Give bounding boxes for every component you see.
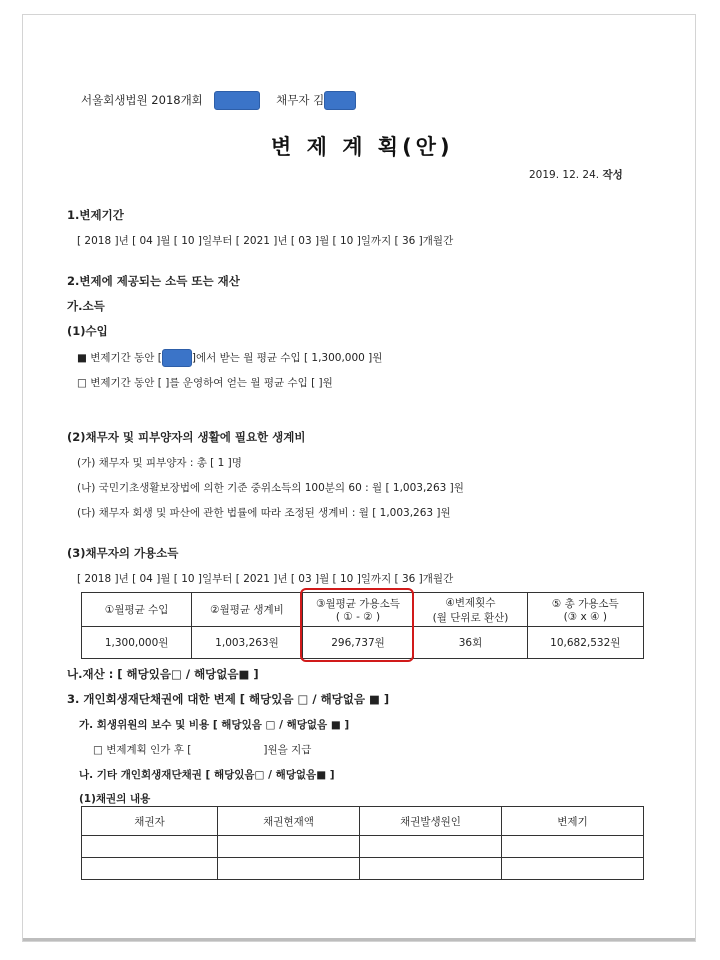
section2-heading: 2.변제에 제공되는 소득 또는 재산 bbox=[67, 274, 240, 288]
value-total-available: 10,682,532원 bbox=[527, 627, 643, 659]
date-line bbox=[529, 167, 623, 182]
redaction-debtor bbox=[324, 91, 356, 110]
living-cost-c: (다) 채무자 회생 및 파산에 관한 법률에 따라 조정된 생계비 : 월 [ 1,003,263 ]원 bbox=[77, 507, 451, 519]
income-line-2: □ 변제기간 동안 [ ]를 운영하여 얻는 월 평균 수입 [ ]원 bbox=[77, 377, 333, 389]
claims-cell bbox=[218, 858, 360, 880]
claims-cell bbox=[360, 836, 502, 858]
header-monthly-living-cost: ②월평균 생계비 bbox=[192, 593, 302, 627]
claims-cell bbox=[502, 836, 644, 858]
fee-detail-post: ]원을 지급 bbox=[263, 744, 312, 756]
claims-header-cause: 채권발생원인 bbox=[360, 807, 502, 836]
date-suffix: 작성 bbox=[602, 169, 623, 181]
claims-header-creditor: 채권자 bbox=[82, 807, 218, 836]
claims-cell bbox=[360, 858, 502, 880]
income-subheading: 가.소득 bbox=[67, 299, 105, 313]
value-monthly-income: 1,300,000원 bbox=[82, 627, 192, 659]
document-title: 변 제 계 획(안) bbox=[271, 135, 454, 159]
value-monthly-available: 296,737원 bbox=[302, 627, 414, 659]
section1-period: [ 2018 ]년 [ 04 ]월 [ 10 ]일부터 [ 2021 ]년 [ 03 ]월 [ 10 ]일까지 [ 36 ]개월간 bbox=[77, 235, 454, 247]
income-line-1-post: ]에서 받는 월 평균 수입 [ 1,300,000 ]원 bbox=[191, 352, 383, 364]
header-total-available: ⑤ 총 가용소득 (③ x ④ ) bbox=[527, 593, 643, 627]
debtor-label: 채무자 김 bbox=[276, 93, 325, 107]
claims-cell bbox=[82, 858, 218, 880]
claims-cell bbox=[218, 836, 360, 858]
value-monthly-living-cost: 1,003,263원 bbox=[192, 627, 302, 659]
claims-header-amount: 채권현재액 bbox=[218, 807, 360, 836]
claims-table bbox=[81, 806, 644, 880]
living-cost-b: (나) 국민기초생활보장법에 의한 기준 중위소득의 100분의 60 : 월 [ 1,003,263 ]원 bbox=[77, 482, 464, 494]
section1-heading: 1.변제기간 bbox=[67, 208, 124, 222]
case-line bbox=[81, 91, 356, 110]
revenue-subheading: (1)수입 bbox=[67, 324, 108, 338]
living-cost-a: (가) 채무자 및 피부양자 : 총 [ 1 ]명 bbox=[77, 457, 242, 469]
value-payment-count: 36회 bbox=[414, 627, 527, 659]
header-payment-count: ④변제횟수 (월 단위로 환산) bbox=[414, 593, 527, 627]
header-monthly-income: ①월평균 수입 bbox=[82, 593, 192, 627]
court-case-number: 서울회생법원 2018개회 bbox=[81, 93, 203, 107]
page-bottom-border bbox=[23, 938, 695, 941]
available-income-subheading: (3)채무자의 가용소득 bbox=[67, 546, 179, 560]
document-date: 2019. 12. 24. bbox=[529, 169, 600, 181]
claims-header-due: 변제기 bbox=[502, 807, 644, 836]
highlight-box bbox=[300, 588, 414, 662]
living-cost-subheading: (2)채무자 및 피부양자의 생활에 필요한 생계비 bbox=[67, 430, 306, 444]
income-line-1-pre: ■ 변제기간 동안 [ bbox=[77, 352, 162, 364]
section3-heading: 3. 개인회생재단채권에 대한 변제 [ 해당있음 □ / 해당없음 ■ ] bbox=[67, 692, 390, 706]
claims-cell bbox=[82, 836, 218, 858]
commissioner-fee-detail bbox=[93, 742, 311, 757]
header-monthly-available: ③월평균 가용소득 ( ① - ② ) bbox=[302, 593, 414, 627]
property-line: 나.재산 : [ 해당있음□ / 해당없음■ ] bbox=[67, 667, 259, 681]
commissioner-fee-line: 가. 회생위원의 보수 및 비용 [ 해당있음 □ / 해당없음 ■ ] bbox=[79, 719, 350, 731]
document-page bbox=[22, 14, 696, 942]
fee-detail-pre: □ 변제계획 인가 후 [ bbox=[93, 744, 192, 756]
redaction-employer bbox=[162, 349, 192, 367]
available-income-period: [ 2018 ]년 [ 04 ]월 [ 10 ]일부터 [ 2021 ]년 [ 03 ]월 [ 10 ]일까지 [ 36 ]개월간 bbox=[77, 573, 454, 585]
redaction-case bbox=[214, 91, 260, 110]
claims-content-subheading: (1)채권의 내용 bbox=[79, 793, 151, 805]
other-claims-line: 나. 기타 개인회생재단채권 [ 해당있음□ / 해당없음■ ] bbox=[79, 769, 335, 781]
claims-cell bbox=[502, 858, 644, 880]
income-line-1 bbox=[77, 349, 382, 367]
